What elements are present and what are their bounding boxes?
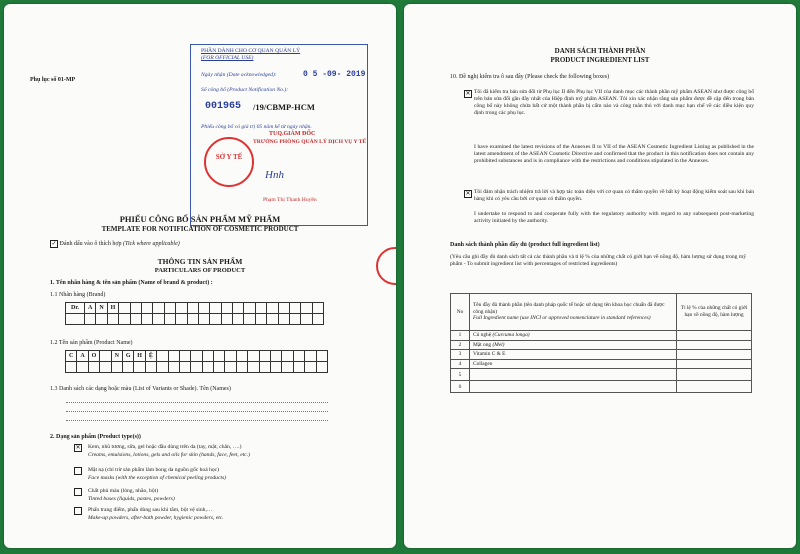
product-type-item xyxy=(74,507,374,526)
table-row xyxy=(451,381,752,393)
checkbox-icon[interactable] xyxy=(74,467,82,475)
col-no: No xyxy=(451,294,470,331)
type-en: Make-up powders, after-bath powder, hygienic powders, etc. xyxy=(88,515,224,521)
box-title: PHẦN DÀNH CHO CƠ QUAN QUẢN LÝ xyxy=(201,48,301,54)
notif-suffix: /19/CBMP-HCM xyxy=(253,102,315,112)
item-10: 10. Đề nghị kiểm tra ô sau đây (Please check the following boxes) xyxy=(450,74,610,80)
validity-note: Phiếu công bố có giá trị 05 năm kể từ ngày nhận. xyxy=(201,124,312,130)
checkbox-checked-icon[interactable]: ✕ xyxy=(465,91,471,97)
variants-line xyxy=(66,420,328,421)
box-title-en: (FOR OFFICIAL USE) xyxy=(201,55,254,61)
table-row xyxy=(451,331,752,341)
item-1-3: 1.3 Danh sách các dạng hoặc màu (List of Variants or Shade). Tên (Names) xyxy=(50,386,231,392)
row-ingredient xyxy=(470,369,677,381)
name-cell: Ệ xyxy=(145,350,157,362)
signer-name: Phạm Thị Thanh Huyền xyxy=(263,197,317,203)
seal-text: SỞ Y TẾ xyxy=(215,153,243,161)
official-use-box xyxy=(190,44,368,226)
ingredient-name: Củ nghệ xyxy=(473,332,492,338)
page-edge-seal xyxy=(376,247,396,285)
checkbox-checked-icon: ✓ xyxy=(51,241,57,247)
notif-number: 001965 xyxy=(205,101,242,112)
col-percent: Tỉ lệ % của những chất có giới hạn về nồng độ, hàm lượng xyxy=(677,294,752,331)
brand-cell: Dr. xyxy=(65,302,85,314)
ingredient-table xyxy=(450,293,752,393)
row-ingredient xyxy=(470,350,677,360)
product-name-grid-row2 xyxy=(66,361,328,373)
undertake-vi: Tôi đảm nhận trách nhiệm trả lời và hợp tác toàn diện với cơ quan có thẩm quyền về bất kỳ hoạt động kiểm soát sau khi bán hàng khi có yêu cầu bởi cơ quan có thẩm quyền. xyxy=(474,189,754,202)
name-cell: G xyxy=(122,350,134,362)
variants-line xyxy=(66,402,328,403)
row-percent xyxy=(677,359,752,369)
ack-date: 0 5 -09- 2019 xyxy=(303,70,366,79)
ingredient-name: Mật ong xyxy=(473,341,492,348)
official-seal xyxy=(204,137,254,187)
ingredient-name: Collagen xyxy=(473,360,493,367)
item-1-1: 1.1 Nhãn hàng (Brand) xyxy=(50,292,106,298)
row-percent xyxy=(677,381,752,393)
table-row xyxy=(451,340,752,350)
col-ingredient xyxy=(470,294,677,331)
table-row xyxy=(451,350,752,360)
brand-cell: A xyxy=(84,302,96,314)
item-1: 1. Tên nhãn hàng & tên sản phẩm (Name of brand & product) : xyxy=(50,280,213,286)
section-title-vi: THÔNG TIN SẢN PHẨM xyxy=(157,257,243,266)
row-percent xyxy=(677,331,752,341)
type-en: Tinted bases (liquids, pastes, powders) xyxy=(88,496,175,502)
notif-label: Số công bố (Product Notification No.): xyxy=(201,87,289,93)
confirm-en: I have examined the latest revisions of the Annexes II to VII of the ASEAN Cosmetic Ingredient Listing as published in the latest amendment of the ASEAN Cosmetic Directive and confirmed that the product in this notification does not contain any prohibited substances and is in compliance with the restrictions and conditions stipulated in the Annexes. xyxy=(474,144,754,164)
row-percent xyxy=(677,350,752,360)
row-no: 5 xyxy=(451,369,470,381)
name-cell: A xyxy=(76,350,88,362)
product-type-item xyxy=(74,488,374,507)
product-type-list xyxy=(74,444,374,526)
row-ingredient xyxy=(470,331,677,341)
tick-note-row xyxy=(50,240,180,248)
stamp-role: TUQ.GIÁM ĐỐC xyxy=(269,131,316,137)
row-percent xyxy=(677,369,752,381)
section-title-en: PARTICULARS OF PRODUCT xyxy=(154,267,246,274)
form-title-en: TEMPLATE FOR NOTIFICATION OF COSMETIC PRODUCT xyxy=(101,225,299,233)
ingredient-latin: (Curcuma longa) xyxy=(492,332,530,338)
row-no: 1 xyxy=(451,331,470,341)
col-ingredient-en: Full Ingredient name (use INCI or approved nomenclature in standard references) xyxy=(473,315,651,322)
item-2: 2. Dạng sản phẩm (Product type(s)) xyxy=(50,434,141,440)
list-title-en: PRODUCT INGREDIENT LIST xyxy=(550,56,650,64)
row-ingredient xyxy=(470,340,677,350)
checkbox-checked-icon[interactable]: ✕ xyxy=(75,445,81,451)
variants-line xyxy=(66,411,328,412)
row-no: 6 xyxy=(451,381,470,393)
type-vi: Phấn trang điểm, phấn dùng sau khi tắm, bột vệ sinh,… xyxy=(88,507,213,513)
notification-form-page xyxy=(4,4,396,548)
brand-cell: H xyxy=(107,302,119,314)
row-ingredient xyxy=(470,359,677,369)
stamp-dept: TRƯỞNG PHÒNG QUẢN LÝ DỊCH VỤ Y TẾ xyxy=(253,139,367,145)
row-no: 3 xyxy=(451,350,470,360)
col-ingredient-vi: Tên đầy đủ thành phần (tên danh pháp quốc tế hoặc sử dụng tên khoa học chuẩn đã được công nhận) xyxy=(473,302,665,315)
checkbox-checked-icon[interactable]: ✕ xyxy=(465,191,471,197)
type-vi: Kem, nhũ tương, sữa, gel hoặc dầu dùng trên da (tay, mặt, chân, ….) xyxy=(88,444,242,450)
form-code: Phụ lục số 01-MP xyxy=(30,77,76,83)
ingredient-list-heading: Danh sách thành phần đầy đủ (product full ingredient list) xyxy=(450,242,600,248)
row-no: 4 xyxy=(451,359,470,369)
name-cell: N xyxy=(111,350,123,362)
confirm-vi: Tôi đã kiểm tra bản sửa đổi từ Phụ lục II đến Phụ lục VII của danh mục các thành phần mỹ phẩm ASEAN như được công bố trên bản sửa đổi gần đây nhất của Hiệp định mỹ phẩm ASEAN. Tôi xin xác nhận rằng sản phẩm được đề cập đến trong bản công bố này không chứa bất cứ một thành phần bị cấm nào và công tuân thủ với danh mục hạn chế về các điều kiện quy định trong các phụ lục. xyxy=(474,89,754,116)
checkbox-icon[interactable] xyxy=(74,488,82,496)
row-ingredient xyxy=(470,381,677,393)
ack-label: Ngày nhận (Date acknowledged): xyxy=(201,72,277,78)
tick-note: Đánh dấu vào ô thích hợp xyxy=(59,241,122,247)
ingredient-list-page xyxy=(404,4,796,548)
undertake-en: I undertake to respond to and cooperate fully with the regulatory authority with regard to any subsequent post-marketing activity initiated by the authority. xyxy=(474,211,754,224)
row-no: 2 xyxy=(451,340,470,350)
signature: Hnh xyxy=(265,169,284,181)
type-vi: Chất phủ màu (lỏng, nhão, bột) xyxy=(88,488,159,494)
product-type-item xyxy=(74,467,374,488)
table-header-row xyxy=(451,294,752,331)
list-title-vi: DANH SÁCH THÀNH PHẦN xyxy=(554,47,646,55)
ingredient-list-note: (Yêu cầu ghi đầy đủ danh sách tất cả các thành phần và tỉ lệ % của những chất có giới hạn về nồng độ, hàm lượng sử dụng trong mỹ phẩm - To submit ingredient list with percentages of restricted ingredients) xyxy=(450,254,747,267)
item-1-2: 1.2 Tên sản phẩm (Product Name) xyxy=(50,340,133,346)
checkbox-icon[interactable] xyxy=(74,507,82,515)
brand-grid-row2 xyxy=(66,313,324,325)
name-cell: O xyxy=(88,350,100,362)
table-row xyxy=(451,369,752,381)
type-en: Face masks (with the exception of chemical peeling products) xyxy=(88,475,227,481)
type-vi: Mặt nạ (chỉ trừ sản phẩm làm bong da nguồn gốc hoá học) xyxy=(88,467,220,473)
row-percent xyxy=(677,340,752,350)
type-en: Creams, emulsions, lotions, gels and oils for skin (hands, face, feet, etc.) xyxy=(88,452,250,458)
form-title-vi: PHIẾU CÔNG BỐ SẢN PHẨM MỸ PHẨM xyxy=(119,214,281,224)
ingredient-latin: (Mel) xyxy=(492,341,505,348)
name-cell: H xyxy=(133,350,145,362)
table-row xyxy=(451,359,752,369)
tick-note-en: (Tick where applicable) xyxy=(123,241,180,247)
brand-cell: N xyxy=(95,302,107,314)
ingredient-name: Vitamin C & E xyxy=(473,351,506,358)
name-cell: C xyxy=(65,350,77,362)
product-type-item xyxy=(74,444,374,467)
